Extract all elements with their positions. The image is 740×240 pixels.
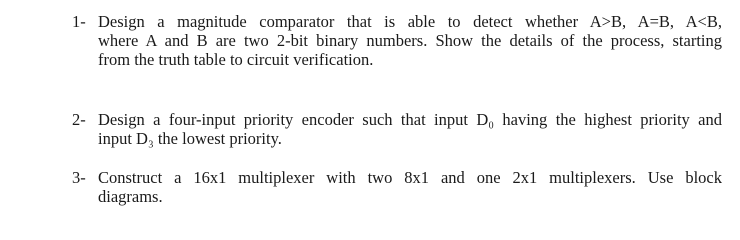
question-1 [72,12,722,69]
question-number: 3- [72,168,86,187]
question-3 [72,168,722,206]
question-number: 2- [72,110,86,129]
question-line: Design a four-input priority encoder such that input D₀ having the highest priority and [98,110,722,129]
question-line: where A and B are two 2-bit binary numbers. Show the details of the process, starting [98,31,722,50]
question-number: 1- [72,12,86,31]
question-line: Construct a 16x1 multiplexer with two 8x1 and one 2x1 multiplexers. Use block [98,168,722,187]
question-text [98,12,722,69]
question-line: diagrams. [98,187,163,206]
question-2 [72,110,722,148]
question-text [98,110,722,148]
question-line: input D₃ the lowest priority. [98,129,282,148]
question-line: from the truth table to circuit verification. [98,50,374,69]
question-text [98,168,722,206]
question-line: Design a magnitude comparator that is able to detect whether A>B, A=B, A<B, [98,12,722,31]
